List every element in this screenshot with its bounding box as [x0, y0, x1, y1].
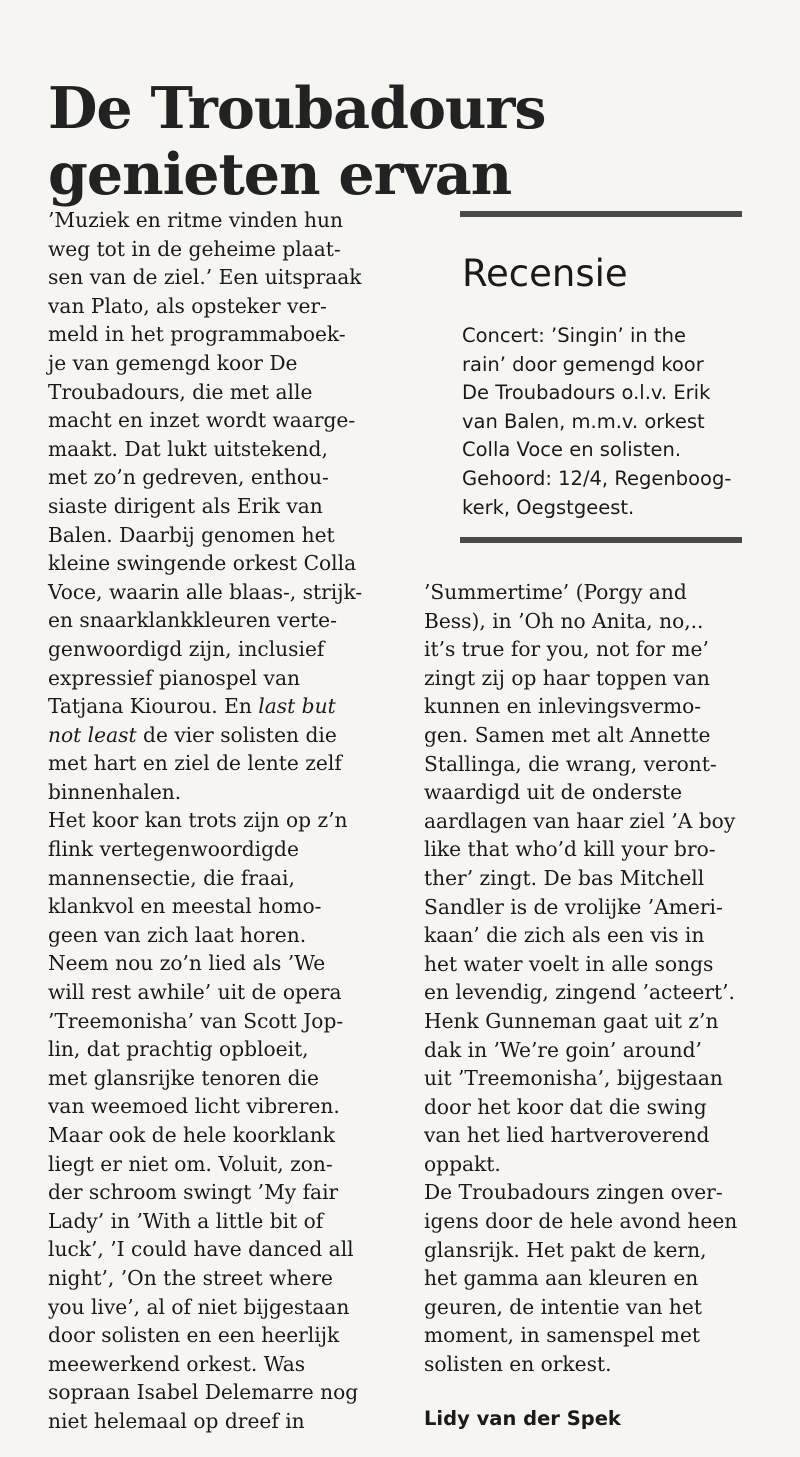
text-line: you live’, al of niet bijgestaan [48, 1294, 350, 1319]
sidebar-title: Recensie [462, 252, 628, 295]
text-line: liegt er niet om. Voluit, zon- [48, 1151, 333, 1176]
text-line: genwoordigd zijn, inclusief [48, 636, 325, 661]
text-line [48, 721, 393, 750]
text-line: Maar ook de hele koorklank [48, 1123, 335, 1147]
sidebar-top-rule [460, 211, 742, 217]
text-line: Balen. Daarbij genomen het [48, 522, 335, 547]
sidebar-line: rain’ door gemengd koor [462, 352, 704, 376]
text-line: Neem nou zo’n lied als ’We [48, 951, 326, 976]
text-line: Troubadours, die met alle [48, 379, 313, 404]
article-body-right [424, 578, 769, 1379]
text-fragment: de vier solisten die [136, 722, 337, 747]
sidebar-line: Gehoord: 12/4, Regenboog- [462, 466, 732, 490]
text-line: ther’ zingt. De bas Mitchell [424, 865, 705, 890]
sidebar-bottom-rule [460, 537, 742, 543]
headline-line: genieten ervan [48, 141, 512, 209]
text-line: kunnen en inlevingsvermo- [424, 694, 702, 719]
review-info-box [462, 322, 742, 522]
text-line: met hart en ziel de lente zelf [48, 751, 342, 776]
text-line: het gamma aan kleuren en [424, 1266, 699, 1291]
text-line: luck’, ’I could have danced all [48, 1237, 354, 1262]
text-line: van Plato, als opsteker ver- [48, 293, 327, 318]
text-line: glansrijk. Het pakt de kern, [424, 1237, 707, 1262]
text-line: De Troubadours zingen over- [424, 1180, 723, 1205]
text-line: geuren, de intentie van het [424, 1294, 702, 1319]
text-line: kaan’ die zich als een vis in [424, 923, 705, 948]
article-body-left [48, 206, 393, 1436]
text-line: Henk Gunneman gaat uit z’n [424, 1008, 719, 1033]
text-fragment: Tatjana Kiourou. En [48, 694, 259, 719]
text-line: ’Summertime’ (Porgy and [424, 580, 687, 604]
italic-phrase: last but [258, 694, 336, 719]
text-line: Bess), in ’Oh no Anita, no,.. [424, 608, 704, 633]
text-line: night’, ’On the street where [48, 1265, 333, 1290]
italic-phrase: not least [48, 722, 137, 747]
text-line: geen van zich laat horen. [48, 922, 307, 947]
text-line: siaste dirigent als Erik van [48, 493, 323, 518]
text-line: dak in ’We’re goin’ around’ [424, 1037, 702, 1062]
sidebar-line: van Balen, m.m.v. orkest [462, 409, 705, 433]
text-line: flink vertegenwoordigde [48, 837, 299, 862]
text-line: waardigd uit de onderste [424, 780, 683, 805]
text-line: Sandler is de vrolijke ’Ameri- [424, 894, 723, 919]
text-line [48, 692, 393, 721]
text-line: maakt. Dat lukt uitstekend, [48, 436, 328, 461]
text-line: Voce, waarin alle blaas-, strijk- [48, 579, 363, 604]
text-line: gen. Samen met alt Annette [424, 722, 711, 747]
text-line: van het lied hartveroverend [424, 1123, 710, 1148]
text-line: binnenhalen. [48, 779, 182, 804]
text-line: zingt zij op haar toppen van [424, 665, 710, 690]
text-line: uit ’Treemonisha’, bijgestaan [424, 1066, 723, 1091]
text-line: door solisten en een heerlijk [48, 1323, 340, 1348]
headline-line: De Troubadours [48, 75, 546, 143]
text-line: en snaarklankkleuren verte- [48, 608, 337, 633]
sidebar-line: kerk, Oegstgeest. [462, 495, 635, 519]
text-line: it’s true for you, not for me’ [424, 637, 709, 662]
text-line: door het koor dat die swing [424, 1094, 707, 1119]
text-line: like that who’d kill your bro- [424, 837, 716, 862]
text-line: Stallinga, die wrang, veront- [424, 751, 717, 776]
text-line: meewerkend orkest. Was [48, 1351, 306, 1376]
text-line: oppakt. [424, 1151, 501, 1176]
sidebar-line: Colla Voce en solisten. [462, 438, 682, 462]
sidebar-line: De Troubadours o.l.v. Erik [462, 381, 711, 405]
text-line: niet helemaal op dreef in [48, 1408, 305, 1433]
text-line: der schroom swingt ’My fair [48, 1180, 339, 1205]
text-line: en levendig, zingend ’acteert’. [424, 980, 735, 1005]
text-line: moment, in samenspel met [424, 1323, 701, 1348]
text-line: macht en inzet wordt waarge- [48, 408, 356, 433]
text-line: expressief pianospel van [48, 665, 300, 690]
text-line: aardlagen van haar ziel ’A boy [424, 808, 736, 833]
text-line: van weemoed licht vibreren. [48, 1094, 340, 1119]
text-line: solisten en orkest. [424, 1352, 612, 1377]
text-line: lin, dat prachtig opbloeit, [48, 1037, 309, 1062]
text-line: igens door de hele avond heen [424, 1209, 738, 1234]
author-byline: Lidy van der Spek [424, 1407, 621, 1430]
text-line: kleine swingende orkest Colla [48, 551, 357, 576]
text-line: je van gemengd koor De [48, 350, 298, 375]
text-line: het water voelt in alle songs [424, 951, 714, 976]
headline [48, 76, 768, 208]
text-line: met glansrijke tenoren die [48, 1065, 319, 1090]
text-line: will rest awhile’ uit de opera [48, 980, 342, 1005]
text-line: sen van de ziel.’ Een uitspraak [48, 265, 362, 290]
text-line: meld in het programmaboek- [48, 322, 346, 347]
text-line: Lady’ in ’With a little bit of [48, 1208, 324, 1233]
text-line: mannensectie, die fraai, [48, 865, 295, 890]
sidebar-line: Concert: ’Singin’ in the [462, 324, 686, 347]
text-line: ’Treemonisha’ van Scott Jop- [48, 1008, 344, 1033]
text-line: weg tot in de geheime plaat- [48, 236, 341, 261]
text-line: Het koor kan trots zijn op z’n [48, 808, 348, 833]
text-line: met zo’n gedreven, enthou- [48, 465, 329, 490]
text-line: sopraan Isabel Delemarre nog [48, 1380, 359, 1405]
text-line: ’Muziek en ritme vinden hun [48, 208, 344, 232]
text-line: klankvol en meestal homo- [48, 894, 322, 919]
